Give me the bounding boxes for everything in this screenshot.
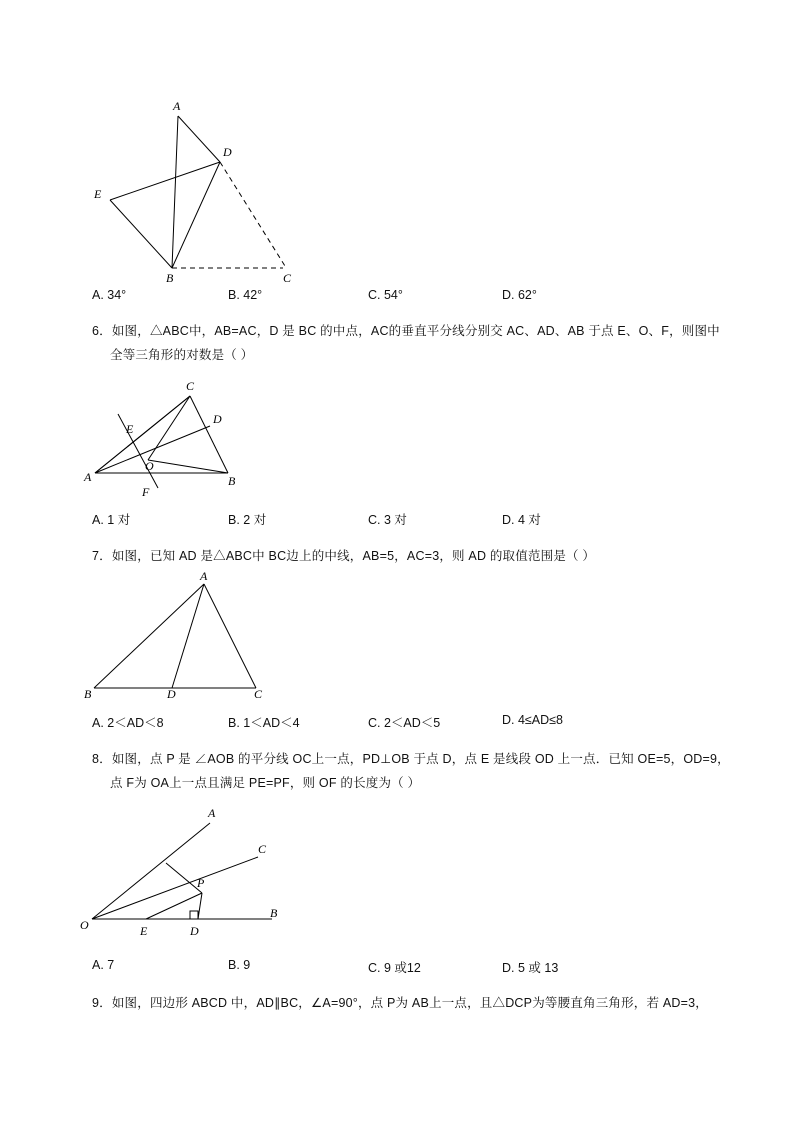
- options-question-6: [92, 510, 712, 528]
- option-a[interactable]: A. 34°: [92, 288, 127, 302]
- figure-label: A: [173, 99, 181, 113]
- option-b[interactable]: B. 42°: [228, 288, 263, 302]
- option-c[interactable]: C. 54°: [368, 288, 403, 302]
- option-b[interactable]: B. 9: [228, 958, 251, 972]
- figure-label: B: [84, 687, 92, 698]
- option-d[interactable]: D. 62°: [502, 288, 537, 302]
- options-question-7: [92, 713, 712, 731]
- option-c[interactable]: C. 2＜AD＜5: [368, 716, 441, 730]
- figure-label: E: [126, 422, 134, 436]
- question-7-stem-line-1: 7．如图，已知 AD 是△ABC中 BC边上的中线，AB=5，AC=3，则 AD 的取值范围是（ ）: [92, 549, 596, 563]
- figure-label: D: [167, 687, 176, 698]
- figure-label: C: [186, 379, 195, 393]
- figure-label: E: [140, 924, 148, 935]
- figure-label: D: [223, 145, 232, 159]
- figure-label: D: [213, 412, 222, 426]
- figure-label: B: [166, 271, 174, 285]
- figure-label: A: [208, 806, 216, 820]
- option-d[interactable]: D. 5 或 13: [502, 961, 559, 975]
- option-a[interactable]: A. 1 对: [92, 513, 131, 527]
- figure-label: C: [254, 687, 263, 698]
- figure-question-6: [80, 378, 340, 496]
- question-8-stem-line-1: 8．如图，点 P 是 ∠AOB 的平分线 OC上一点，PD⊥OB 于点 D，点 E 是线段 OD 上一点．已知 OE=5，OD=9，: [92, 752, 730, 766]
- options-question-5: [92, 288, 712, 302]
- figure-question-8: [80, 805, 340, 935]
- figure-label: A: [200, 570, 208, 583]
- question-8-stem-line-2: 点 F为 OA上一点且满足 PE=PF，则 OF 的长度为（ ）: [110, 776, 421, 790]
- figure-question-5: [80, 90, 380, 290]
- figure-question-7: [80, 570, 340, 698]
- figure-label: D: [190, 924, 199, 935]
- question-6-stem-line-2: 全等三角形的对数是（ ）: [110, 348, 254, 362]
- option-d[interactable]: D. 4 对: [502, 513, 541, 527]
- figure-label: O: [80, 918, 89, 932]
- option-d[interactable]: D. 4≤AD≤8: [502, 713, 563, 727]
- option-c[interactable]: C. 9 或12: [368, 961, 421, 975]
- figure-label: C: [283, 271, 292, 285]
- figure-label: F: [142, 485, 150, 496]
- option-c[interactable]: C. 3 对: [368, 513, 407, 527]
- options-question-8: [92, 958, 712, 976]
- figure-label: E: [94, 187, 102, 201]
- figure-label: A: [84, 470, 92, 484]
- figure-label: O: [145, 459, 154, 473]
- figure-label: B: [270, 906, 278, 920]
- figure-label: C: [258, 842, 267, 856]
- question-6-stem-line-1: 6．如图，△ABC中，AB=AC，D 是 BC 的中点，AC的垂直平分线分别交 AC、AD、AB 于点 E、O、F，则图中: [92, 324, 720, 338]
- figure-label: P: [197, 876, 205, 890]
- option-b[interactable]: B. 2 对: [228, 513, 267, 527]
- option-b[interactable]: B. 1＜AD＜4: [228, 716, 300, 730]
- option-a[interactable]: A. 2＜AD＜8: [92, 716, 164, 730]
- question-9-stem-line-1: 9．如图，四边形 ABCD 中，AD∥BC，∠A=90°，点 P为 AB上一点，且△DCP为等腰直角三角形，若 AD=3，: [92, 996, 708, 1010]
- figure-label: B: [228, 474, 236, 488]
- option-a[interactable]: A. 7: [92, 958, 115, 972]
